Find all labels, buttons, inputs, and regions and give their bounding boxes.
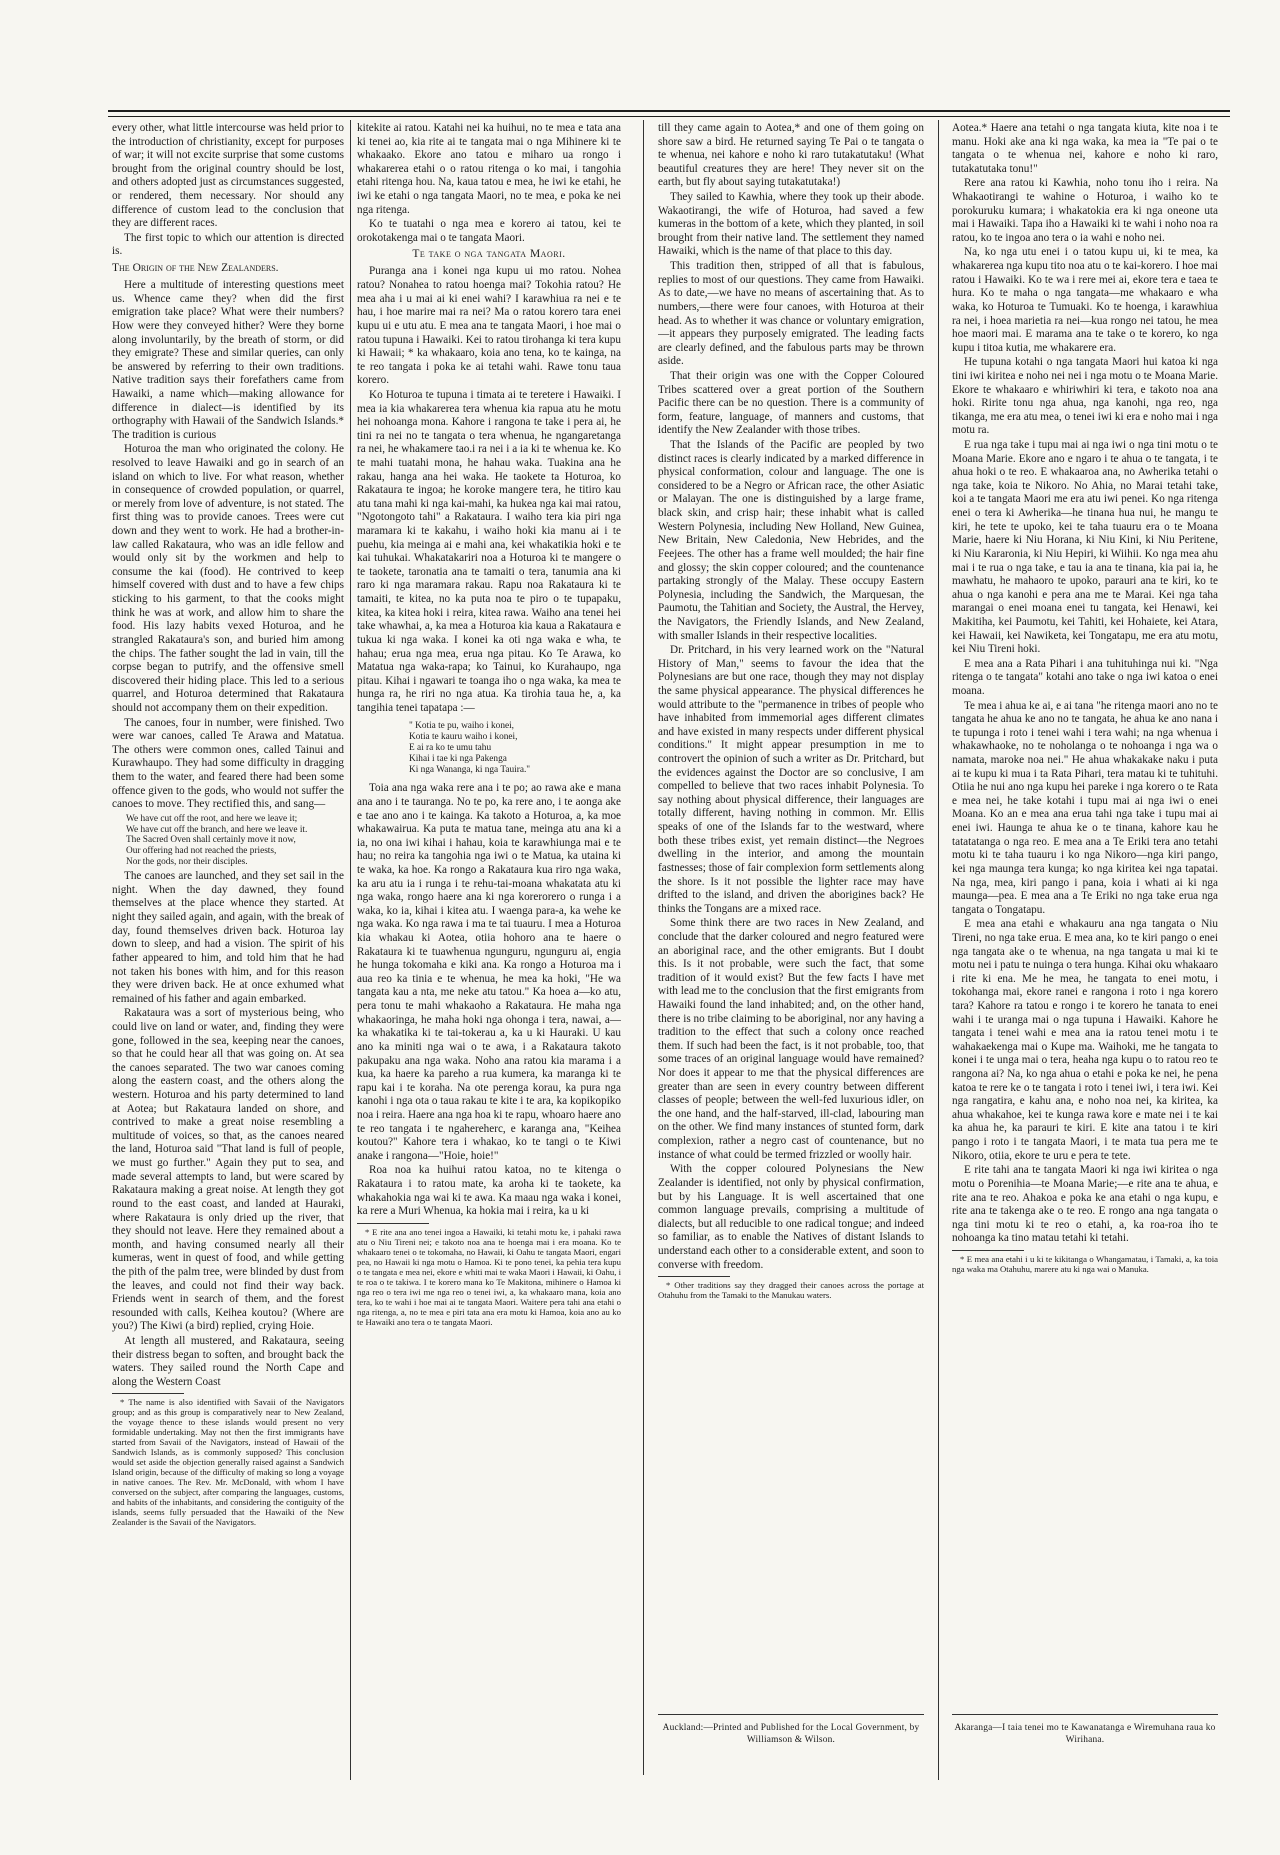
paragraph: Te mea i ahua ke ai, e ai tana "he ritenga maori ano no te tangata he ahua ke ano no te tangata, he ahua ke ano nana i te tupunga i roto i tenei wahi i tera wahi; na nga whenua i whakawhaoke, no te noholanga o te nohoanga i nga wa o namata, maroke noa nei." He ahua whakakake naku i puta ai te kupu ki mua i ta Rata Pihari, tera matau ki te tuhituhi. Otiia he nui ano nga kupu hei pareke i nga korero o te Rata e mea nei, he take kotahi i tupu mai ai nga iwi o enei Moana. Ko an e mea ana erua tahi nga take i tupu mai ai enei iwi. Haunga te ahua ke o te tinana, kahore kau he tatatatanga o nga reo. E mea ana a Te Eriki tera ano tetahi motu ki te taha tuauru i ko nga Nikoro—nga kiri pango, kei nga maunga tera kunga; ko nga kiritea kei nga tapatai. Na nga, mea, kiri pango i pana, koia i whati ai ki nga maunga—pea. E mea ana a Te Eriki no nga take erua nga tangata o Tongatapu. [952, 699, 1218, 916]
footnote-rule [357, 1223, 429, 1224]
paragraph: The first topic to which our attention is directed is. [112, 231, 344, 258]
paragraph: Ko te tuatahi o nga mea e korero ai tatou, kei te orokotakenga mai o te tangata Maori. [357, 218, 621, 244]
column-english-1 [112, 122, 344, 1712]
footnote: * The name is also identified with Savaii of the Navigators group; and as this group is comparatively near to New Zealand, the voyage thence to these islands would present no very formidable undertaking. May not then the first immigrants have started from Savaii of the Navigators, instead of Hawaii of the Sandwich Islands, as is commonly supposed? This conclusion would set aside the objection generally raised against a Sandwich Island origin, because of the difficulty of making so long a voyage in native canoes. The Rev. Mr. McDonald, with whom I have conversed on the subject, after comparing the languages, customs, and habits of the inhabitants, and considering the contiguity of the islands, seems fully persuaded that the Hawaiki of the New Zealander is the Savaii of the Navigators. [112, 1397, 344, 1528]
paragraph: The canoes are launched, and they set sail in the night. When the day dawned, they found themselves at the place whence they started. At night they sailed again, and again, with the break of day, found themselves driven back. Hoturoa lay down to sleep, and had a vision. The spirit of his father appeared to him, and told him that he had not taken his bones with him, and for this reason they were driven back. He at once exhumed what remained of his father and again embarked. [112, 870, 344, 1005]
paragraph: With the copper coloured Polynesians the New Zealander is identified, not only by physical confirmation, but by his Language. It is well ascertained that one common language prevails, comprising a multitude of dialects, but all reducible to one radical tongue; and indeed so familiar, as to enable the Natives of distant Islands to understand each other to a considerable extent, and soon to converse with freedom. [658, 1163, 924, 1271]
paragraph: Roa noa ka huihui ratou katoa, no te kitenga o Rakataura i to ratou mate, ka aroha ki te taokete, ka whakahokia nga wai ki te awa. Ka maau nga waka i konei, ka rere a Muri Whenua, ka hokia mai i reira, ka u ki [357, 1164, 621, 1218]
paragraph: Toia ana nga waka rere ana i te po; ao rawa ake e mana ana ano i te tauranga. No te po, ka rere ano, i te aonga ake e tae ano ano i te kainga. Ka takoto a Hoturoa, a, ka moe whakawairua. Ka puta te matua tane, meinga atu ana ki a ia, no ona iwi kihai i hahau, koia te karawhiunga mai e te hau; no reira ka tangohia nga iwi o te Matua, ka utaina ki te waka, ka hoe. Ka rongo a Rakataura kua riro nga waka, ka aru atu ia i runga i te rehu-tai-moana whakatata atu ki nga waka, rongo haere ana ki nga korerorero o runga i a waka, ko ia, kihai i kitea atu. I waenga para-a, ka wehe ke nga waka. Ko nga rawa i ma te tai tuauru. I mea a Hoturoa kia whakau ki Aotea, otiia hohoro ana te haere o Rakataura ki te tuawhenua ngunguru, ngunguru ai, engia he hunga tokomaha e kiki ana. Ka rongo a Hoturoa ma i aua reo ka tinia e te whenua, he mea ka hoki, "He wa tangata kau a nta, me neke atu tatou." Ka hoea a—ko atu, pera tonu te mahi whakaoho a Rakataura. He maha nga whakaoringa, he maha hoki nga ohonga i tera, nawai, a—ka whakatika ki te tai-tokerau a, ka u ki Hauraki. U kau ano ka miniti nga wai o te awa, i a Rakataura takoto pakupaku ana nga waka. Noho ana ratou kia marama i a kua, ka haere ka pareho a rua kumera, ka maranga ki te rapu kai i te koraha. Na ote perenga korau, ka pura nga kanohi i nga ota o taua rakau te kite i te ara, ka kopikopiko noa i reira. Haere ana nga hoa ki te rapu, whoaro haere ano te reo tangata i te ngahereherc, e karanga ana, "Keihea koutou?" Kahore tera i whakao, ko te tangi o te Kiwi anake i rangona—"Hoie, hoie!" [357, 782, 621, 1162]
paragraph: Hoturoa the man who originated the colony. He resolved to leave Hawaiki and go in search of an island on which to live. For what reason, whether in consequence of crowded population, or quarrel, or merely from love of adventure, is not stated. The first thing was to provide canoes. Trees were cut down and they went to work. He had a brother-in-law called Rakataura, who was an idle fellow and would only sit by the workmen and help to consume the kai (food). He contrived to keep himself covered with dust and to have a few chips sticking to his garment, to that the cooks might think he was at work, and allow him to share the food. His lazy habits vexed Hoturoa, and he strangled Rakataura's son, and buried him among the chips. The father sought the lad in vain, till the corpse began to putrify, and the offensive smell discovered their hiding place. This led to a serious quarrel, and Hoturoa determined that Rakataura should not accompany them on their expedition. [112, 443, 344, 714]
paragraph: E rite tahi ana te tangata Maori ki nga iwi kiritea o nga motu o Porenihia—te Moana Marie;—e rite ana te ahua, e rite ana te reo. Ahakoa e poka ke ana etahi o nga kupu, e rite ana te takenga ake o te reo. E rongo ana nga tangata o nga tini motu ki te reo o etahi, a, ka roa-roa iho te nohoanga ka tino matau tetahi ki tetahi. [952, 1164, 1218, 1245]
footnote-rule [658, 1276, 730, 1277]
paragraph: kitekite ai ratou. Katahi nei ka huihui, no te mea e tata ana ki tenei ao, kia rite ai te tangata mai o nga Mihinere ki te whakaako. Ekore ano tatou e miharo ua rongo i whakarerea etahi o o ratou ritenga o ko mai, i tangohia etahi ritenga hou. Na, kaua tatou e mea, he iwi ke etahi, he iwi ke etahi o nga tangata Maori, no te mea, e poka ke nei nga ritenga. [357, 122, 621, 216]
paragraph: E rua nga take i tupu mai ai nga iwi o nga tini motu o te Moana Marie. Ekore ano e ngaro i te ahua o te tangata, i te ahua hoki o te reo. E whakaaroa ana, no Awherika tetahi o nga take, koia te Nikoro. No Ahia, no Marai tetahi take, koi a te tangata Maori me era atu iwi penei. Ko nga ritenga enei o tera ki Awherika—he tinana hua nui, he mangu te kiri, he tete te upoko, kei te taha tuauru era o te Moana Marie, haere ki Niu Horana, ki Niu Kini, ki Niu Peritene, ki Niu Kararonia, ki Niu Hepiri, ki Wiihii. Ko nga mea ahu mai i te rua o nga take, e tau ia ana te tinana, kia pai ia, he mawhatu, he mahaoro te upoko, parauri ana te kiri, ko te ahua o nga kanohi e pera ana me te Marai. Kei nga taha marangai o enei moana enei tu tangata, kei Henawi, kei Makitiha, kei Paumotu, kei Tahiti, kei Hohaiete, kei Atara, kei Hawaii, kei Nawiketa, kei Tongatapu, me era atu motu, kei Niu Tireni hoki. [952, 439, 1218, 656]
verse-line: Nor the gods, nor their disciples. [126, 856, 248, 867]
paragraph: The canoes, four in number, were finished. Two were war canoes, called Te Arawa and Matatua. The others were common ones, called Tainui and Kurawhaupo. They had some difficulty in dragging them to the water, and feared there had been some offence given to the gods, who would not suffer the canoes to move. They rectified this, and sang— [112, 716, 344, 811]
verse-line: Ki nga Wananga, ki nga Tauira." [409, 765, 531, 776]
column-maori-1 [357, 122, 621, 1712]
footnote-rule [112, 1393, 184, 1394]
top-rule-thin [108, 116, 1230, 117]
printer-imprint-english: Auckland:—Printed and Published for the Local Government, by Williamson & Wilson. [662, 1723, 920, 1746]
top-rule [108, 110, 1230, 112]
paragraph: They sailed to Kawhia, where they took up their abode. Wakaotirangi, the wife of Hoturoa, had saved a few kumeras in the bottom of a kete, which they planted, in soil brought from their native land. The settlement they named Hawaiki, which is the name of that place to this day. [658, 191, 924, 258]
paragraph: Na, ko nga utu enei i o tatou kupu ui, ki te mea, ka whakarerea nga kupu tito noa atu o te kai-korero. I hoe mai ratou i Hawaiki. Ko te wa i rere mei ai, ekore tera e taea te hura. Ko te maha o nga tangata—me whakaaro e wha waka, ko Hoturoa te Tumuaki. Ko te hoenga, i karawhiua ra nei, i hoea marietia ra nei—kua rongo nei tatou, he mea hoe maori mai. E marama ana te take o te korero, ko nga kupu i titoa kutia, me whakarere era. [952, 246, 1218, 354]
verse-line: Kotia te kauru waiho i konei, [409, 731, 518, 742]
paragraph: At length all mustered, and Rakataura, seeing their distress began to soften, and brought back the waters. They sailed round the North Cape and along the Western Coast [112, 1334, 344, 1388]
paragraph: Rere ana ratou ki Kawhia, noho tonu iho i reira. Na Whakaotirangi te wahine o Hoturoa, i waiho ko te porokuruku kumara; i whakatokia era ki nga oneone uta mai i Hawaiki. Tapa iho a Hawaiki ki te wahi i noho noa ra ratou, ko te ingoa ano tera o ia wahi e noho nei. [952, 177, 1218, 244]
imprint-rule [952, 1714, 1218, 1715]
song-verse [409, 721, 621, 777]
column-maori-2 [952, 122, 1218, 1712]
paragraph: Dr. Pritchard, in his very learned work on the "Natural History of Man," seems to favour the idea that the Polynesians are but one race, though they may not display the same physical appearance. The physical differences he would attribute to the "permanence in tribes of people who have inhabited from immemorial ages different climates and have existed in many respects under different physical conditions." It might appear presumption in me to controvert the opinion of such a writer as Dr. Pritchard, but the evidences against the Doctor are so conclusive, I am compelled to believe that two races inhabit Polynesia. To say nothing about physical difference, their languages are totally different, having nothing in common. Mr. Ellis speaks of one of the Islands far to the westward, where both these tribes exist, yet remain distinct—the Negroes dwelling in the interior, and among the mountain fastnesses; those of fair complexion form settlements along the shore. Is it not possible the lighter race may have drifted to the island, and driven the aborigines back? He thinks the Tongans are a mixed race. [658, 644, 924, 915]
song-verse [126, 814, 344, 867]
paragraph: Rakataura was a sort of mysterious being, who could live on land or water, and, finding they were gone, followed in the sea, keeping near the canoes, so that he could hear all that was going on. At sea the canoes separated. The two war canoes coming along the eastern coast, and the others along the western. Hoturoa and his party determined to land at Aotea; but Rakataura landed on shore, and contrived to make a great noise resembling a multitude of voices, so that, as the canoes neared the land, Hoturoa said "That land is full of people, we must go further." Again they put to sea, and made several attempts to land, but were scared by Rakataura making a great noise. At length they got round to the east coast, and landed at Hauraki, where Rakataura is only dried up the river, that they should not leave. Here they remained about a month, and having consumed nearly all their kumeras, went in quest of food, and while getting the pith of the palm tree, were blinded by dust from the leaves, and could not find their way back. Friends went in search of them, and the forest resounded with calls, Keihea koutou? (Where are you?) The Kiwi (a bird) replied, crying Hoie. [112, 1007, 344, 1333]
imprint-rule [658, 1714, 924, 1715]
verse-line: " Kotia te pu, waiho i konei, [409, 720, 515, 731]
verse-line: Our offering had not reached the priests, [126, 845, 277, 856]
section-heading: Te take o nga tangata Maori. [412, 248, 566, 261]
verse-line: We have cut off the root, and here we leave it; [126, 813, 298, 824]
verse-line: Kihai i tae ki nga Pakenga [409, 754, 507, 765]
column-divider [350, 120, 351, 1780]
column-english-2 [658, 122, 924, 1712]
paragraph: Puranga ana i konei nga kupu ui mo ratou. Nohea ratou? Nonahea to ratou hoenga mai? Tokohia ratou? He mea aha i u mai ai ki enei wahi? I karawhiua ra nei e te hau, i hoe marire mai ra nei? Ma o ratou korero tara enei kupu ui e utu atu. E mea ana te tangata Maori, i hoe mai o ratou tupuna i Hawaiki. Kei to ratou tirohanga ki tera kupu ki Hawaii; * ka whakaaro, koia ano tena, ko te kainga, na te reo tangata i poka ke ai tetahi wahi. Rawe tonu taua korero. [357, 265, 621, 387]
printer-imprint-maori: Akaranga—I taia tenei mo te Kawanatanga e Wiremuhana raua ko Wirihana. [954, 1723, 1216, 1746]
footnote: * E rite ana ano tenei ingoa a Hawaiki, ki tetahi motu ke, i pahaki rawa atu o Niu Tireni nei; e takoto noa ana te hoenga mai i era moana. Ko te whakaaro tenei o te tokomaha, no Hawaii, ki Oahu te tangata Maori, engari pea, no Hawaii ki nga motu o Hamoa. Ki te pono tenei, ka pehia tera kupu o te tangata e mea nei, ekore e whiti mai te waka Maori i Hawaii, ki Oahu, i te roa o te takiwa. I te korero mana ko Te Makitona, mihinere o Hamoa ki nga reo o tera iwi me nga reo o tenei iwi, a, ka whakaaro mana, koia ano tera, ko te wahi i hoe mai ai te tangata Maori. Waitere pera tahi ana etahi o nga ritenga, a, no te mea e piri tata ana era motu ki Hamoa, koia ano au ko te Hawaiki ano tera o te tangata Maori. [357, 1226, 621, 1327]
paragraph: E mea ana etahi e whakauru ana nga tangata o Niu Tireni, no nga take erua. E mea ana, ko te kiri pango o enei nga tangata ake o te whenua, na nga tangata u mai ki te motu nei i patu te nuinga o tera hunga. Kihai oku whakaaro i rite ki ena. Me he mea, he tangata to enei motu, i tokohanga mai, ekore ranei e rangona i roto i nga korero tara? Kahore ra tatou e rongo i te korero he tanata to enei wahi i te uranga mai o nga tupuna i Hawaiki. Kahore he tangata i tenei wahi e mea ana ia ratou tenei motu i te wahakaekenga mai o Kupe ma. Waihoki, me he tangata to konei i te unga mai o tera, heaha nga kupu o to ratou reo te rangona ai? Na, ko nga ahua o etahi e poka ke nei, he pena katoa te rere ke o te tangata i roto i tenei iwi, i tera iwi. Kei nga rangatira, e kahu ana, e noho noa nei, ka kiritea, ka ahua whakahoe, kei te kunga rawa kore e mate nei i te kai ka ahua he, ka parauri te kiri. E kite ana tatou i te kiri pango i roto i te tangata Maori, i te mata tua pera me te Nikoro, otiia, ekore te uru e pera te tete. [952, 918, 1218, 1162]
paragraph: E mea ana a Rata Pihari i ana tuhituhinga nui ki. "Nga ritenga o te tangata" kotahi ano take o nga iwi katoa o enei moana. [952, 657, 1218, 697]
paragraph: till they came again to Aotea,* and one of them going on shore saw a bird. He returned saying Te Pai o te tangata o te whenua, nei kahore e noho ki raro tutakatutaku! (What beautiful creatures they are here! They never sit on the earth, but fly about saying tutakatutaka!) [658, 122, 924, 189]
paragraph: Aotea.* Haere ana tetahi o nga tangata kiuta, kite noa i te manu. Hoki ake ana ki nga waka, ka mea ia "Te pai o te tangata o te whenua nei, kahore e noho ki raro, tutakatutaka tonu!" [952, 122, 1218, 175]
paragraph: Here a multitude of interesting questions meet us. Whence came they? when did the first emigration take place? What were their numbers? How were they conveyed hither? Were they borne along involuntarily, by the breath of storm, or did they emigrate? These and similar queries, can only be answered by referring to their own traditions. Native tradition says their forefathers came from Hawaiki, a name which—making allowance for difference in dialect—is identified by its orthography with Hawaii of the Sandwich Islands.* The tradition is curious [112, 279, 344, 441]
paragraph: every other, what little intercourse was held prior to the introduction of christianity, except for purposes of war; it will not excite surprise that some customs brought from the original country should be lost, and others adopted just as circumstances suggested, or rendered, them necessary. Nor should any difference of custom lead to the conclusion that they are different races. [112, 122, 344, 230]
paragraph: Some think there are two races in New Zealand, and conclude that the darker coloured and negro featured were an aboriginal race, and the other emigrants. But I doubt this. Is it not probable, were such the fact, that some tradition of it would exist? But the few facts I have met with lead me to the conclusion that the first emigrants from Hawaiki found the land inhabited; and, on the other hand, there is no tribe claiming to be aboriginal, nor any having a tradition to the effect that such a colony once reached them. If such had been the fact, is it not probable, too, that some traces of an original language would have remained? Nor does it appear to me that the physical differences are greater than are seen in every country between different classes of people; between the well-fed luxurious idler, on the one hand, and the half-starved, ill-clad, labouring man on the other. We find many instances of stunted form, dark complexion, rather a negro cast of countenance, but no instance of what could be termed frizzled or woolly hair. [658, 917, 924, 1161]
footnote-rule [952, 1250, 1024, 1251]
paragraph: He tupuna kotahi o nga tangata Maori hui katoa ki nga tini iwi kiritea e noho nei nei i nga motu o te Moana Marie. Ekore te whakaaro e whiriwhiri ki tera, e takoto noa ana hoki. Ririte tonu nga ahua, nga kanohi, nga reo, nga tikanga, me era atu mea, o tenei iwi ki era e noho mai i nga motu ra. [952, 356, 1218, 437]
section-heading: The Origin of the New Zealanders. [112, 262, 279, 275]
column-divider [643, 120, 644, 1775]
verse-line: The Sacred Oven shall certainly move it now, [126, 835, 296, 846]
verse-line: E ai ra ko te umu tahu [409, 742, 492, 753]
paragraph: This tradition then, stripped of all that is fabulous, replies to most of our questions. They came from Hawaiki. As to date,—we have no means of ascertaining that. As to numbers,—there were four canoes, with Hoturoa at their head. As to whether it was chance or voluntary emigration,—it appears they purposely emigrated. The leading facts are clearly defined, and the fabulous parts may be thrown aside. [658, 260, 924, 368]
footnote: * Other traditions say they dragged their canoes across the portage at Otahuhu from the Tamaki to the Manukau waters. [658, 1280, 924, 1301]
column-divider [938, 120, 939, 1780]
paragraph: Ko Hoturoa te tupuna i timata ai te teretere i Hawaiki. I mea ia kia whakarerea tera whenua kia rapua atu he motu hei nohoanga mona. Kahore i rangona te take i pera ai, he tini ra nei no te tangata o tera whenua, he ngangaretanga ra nei, he whakamere tao.i ra nei i a ia ki te whenua ke. Ko te mahi tuatahi mona, he hahau waka. Tuakina ana he rakau, hanga ana hei waka. He taokete ta Hoturoa, ko Rakataura te ingoa; he koroke mangere tera, he titiro kau atu tana mahi ki nga kai-mahi, ka hukea nga kai mai ratou, "Ngotongoto tahi" a Rakataura. I waiho tera kia piri nga maramara ki te kakahu, i waiho hoki kia manu ai i te puehu, kia meinga ai e mahi ana, kei whakatikia hoki e te kai tuhukai. Whakatakariri noa a Hoturoa ki te mangere o te taokete, taronatia ana te tamaiti o tera, tanumia ana ki raro ki nga maramara rakau. Rapu noa Rakataura ki te tamaiti, te kitea, no ka puta noa te piro o te tupapaku, kitea, ka kitea hoki i reira, kitea rawa. Waiho ana tenei hei take whawhai, a, ka mea a Hoturoa kia kaua a Rakataura e tukua ki nga waka. I konei ka oti nga waka e wha, te hahau; erua nga mea, erua nga pitau. Ko Te Arawa, ko Matatua nga waka-rapa; ko Tainui, ko Kurahaupo, nga pitau. Kihai i ngawari te toanga iho o nga waka, ka mea te hunga ra, he riri no nga atua. Ka tirohia taua he, a, ka tangihia tenei tapatapa :— [357, 388, 621, 714]
verse-line: We have cut off the branch, and here we leave it. [126, 824, 308, 835]
footnote: * E mea ana etahi i u ki te kikitanga o Whangamatau, i Tamaki, a, ka toia nga waka ma Otahuhu, marere atu ki nga wai o Manuka. [952, 1253, 1218, 1274]
paragraph: That their origin was one with the Copper Coloured Tribes scattered over a great portion of the Southern Pacific there can be no question. There is a community of form, feature, language, of manners and customs, that identify the New Zealander with those tribes. [658, 369, 924, 437]
paragraph: That the Islands of the Pacific are peopled by two distinct races is clearly indicated by a marked difference in physical conformation, colour and language. The one is considered to be a Negro or African race, the other Asiatic or Malayan. The one is distinguished by a large frame, black skin, and crisp hair; these inhabit what is called Western Polynesia, including New Holland, New Guinea, New Britain, New Caledonia, New Hebrides, and the Feejees. The other has a frame well moulded; the hair fine and glossy; the skin copper coloured; and the countenance partaking strongly of the Malay. These occupy Eastern Polynesia, including the Sandwich, the Marquesan, the Paumotu, the Tahitian and Society, the Austral, the Hervey, the Navigators, the Friendly Islands, and New Zealand, with smaller Islands in their respective localities. [658, 439, 924, 642]
